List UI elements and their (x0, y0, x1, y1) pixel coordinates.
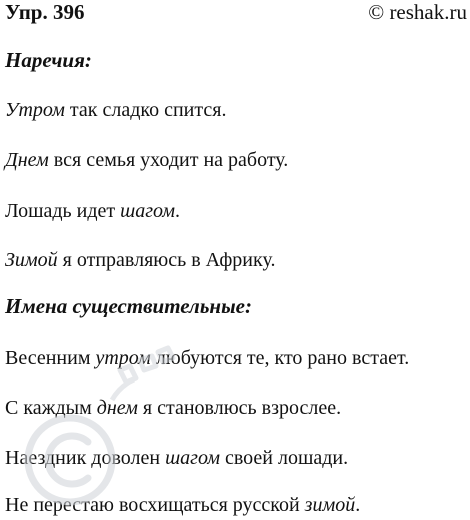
sentence-adverb-1 (5, 98, 226, 122)
sentence-text: любуются те, кто рано встает. (150, 347, 410, 369)
italic-word: шагом (120, 200, 176, 222)
page-header (0, 0, 470, 26)
sentence-adverb-3 (5, 199, 180, 223)
sentence-text: . (175, 200, 181, 222)
section-title-adverbs: Наречия: (5, 48, 92, 72)
sentence-text: Лошадь идет (5, 200, 121, 222)
sentence-text: вся семья уходит на работу. (48, 149, 289, 171)
sentence-noun-1 (5, 346, 409, 370)
sentence-noun-2 (5, 396, 341, 420)
sentence-text: . (355, 494, 361, 516)
italic-word: Днем (5, 149, 49, 171)
sentence-text: я становлюсь взрослее. (137, 397, 342, 419)
italic-word: зимой (304, 494, 356, 516)
sentence-text: С каждым (5, 397, 97, 419)
sentence-text: Наездник доволен (5, 447, 166, 469)
sentence-text: я отправляюсь в Африку. (57, 249, 276, 271)
italic-word: Зимой (5, 249, 58, 271)
exercise-number: Упр. 396 (5, 0, 85, 24)
copyright-label: © reshak.ru (368, 0, 467, 24)
sentence-adverb-2 (5, 148, 288, 172)
sentence-noun-4 (5, 493, 360, 517)
sentence-text: так сладко спится. (64, 99, 227, 121)
sentence-adverb-4 (5, 248, 275, 272)
sentence-text: Весенним (5, 347, 96, 369)
italic-word: Утром (5, 99, 65, 121)
italic-word: днем (96, 397, 138, 419)
italic-word: утром (95, 347, 151, 369)
sentence-text: Не перестаю восхищаться русской (5, 494, 305, 516)
italic-word: шагом (165, 447, 220, 469)
sentence-noun-3 (5, 446, 348, 470)
sentence-text: своей лошади. (219, 447, 349, 469)
section-title-nouns: Имена существительные: (5, 294, 252, 318)
